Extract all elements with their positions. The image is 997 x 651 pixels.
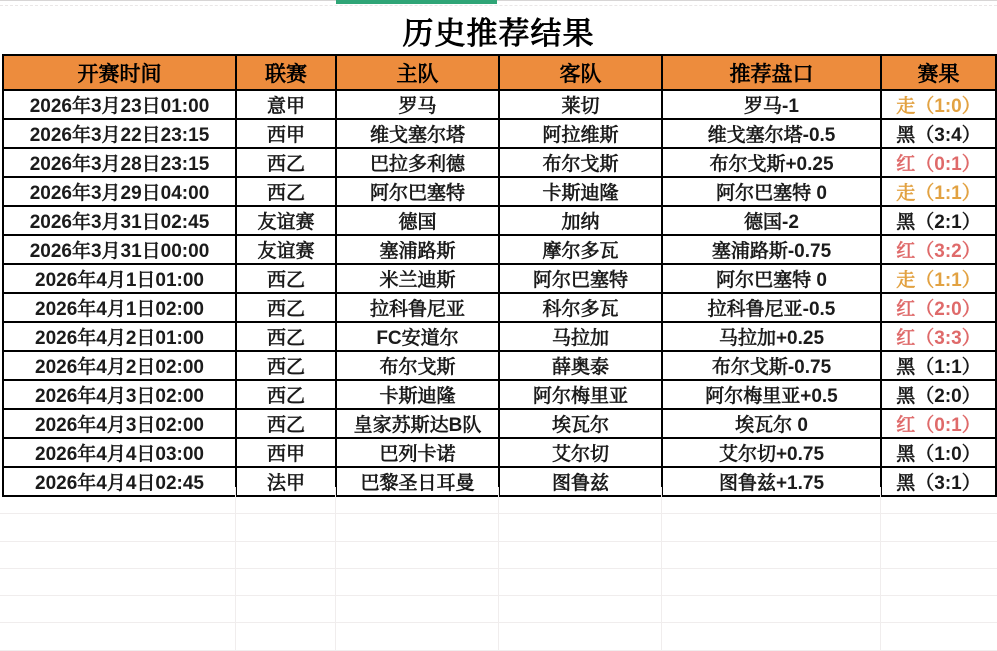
cell-home-team[interactable]: 皇家苏斯达B队 [336, 409, 499, 438]
empty-cell[interactable] [235, 541, 335, 568]
cell-result[interactable]: 红（0:1） [881, 148, 996, 177]
selected-column-indicator [336, 0, 497, 4]
cell-home-team[interactable]: 维戈塞尔塔 [336, 119, 499, 148]
cell-result[interactable]: 黑（2:1） [881, 206, 996, 235]
cell-league[interactable]: 西乙 [236, 177, 336, 206]
empty-cell[interactable] [661, 568, 880, 595]
cell-home-team[interactable]: 拉科鲁尼亚 [336, 293, 499, 322]
cell-away-team[interactable]: 埃瓦尔 [499, 409, 662, 438]
cell-time[interactable]: 2026年4月4日02:45 [3, 467, 236, 496]
cell-result[interactable]: 黑（2:0） [881, 380, 996, 409]
empty-cell[interactable] [880, 541, 997, 568]
cell-league[interactable]: 西乙 [236, 351, 336, 380]
empty-grid-row [0, 514, 997, 541]
cell-home-team[interactable]: 布尔戈斯 [336, 351, 499, 380]
empty-cell[interactable] [235, 514, 335, 541]
cell-home-team[interactable]: 卡斯迪隆 [336, 380, 499, 409]
cell-handicap[interactable]: 罗马-1 [662, 90, 881, 119]
cell-result[interactable]: 黑（1:0） [881, 438, 996, 467]
cell-time[interactable]: 2026年4月3日02:00 [3, 409, 236, 438]
empty-grid-row [0, 541, 997, 568]
cell-handicap[interactable]: 布尔戈斯+0.25 [662, 148, 881, 177]
cell-handicap[interactable]: 阿尔巴塞特 0 [662, 264, 881, 293]
cell-time[interactable]: 2026年3月31日02:45 [3, 206, 236, 235]
empty-cell[interactable] [335, 568, 498, 595]
header-row [3, 55, 996, 90]
cell-result[interactable]: 红（0:1） [881, 409, 996, 438]
results-table [2, 54, 997, 497]
cell-home-team[interactable]: FC安道尔 [336, 322, 499, 351]
empty-cell[interactable] [498, 596, 661, 623]
empty-cell[interactable] [880, 487, 997, 514]
table-row [3, 177, 996, 206]
cell-league[interactable]: 西乙 [236, 380, 336, 409]
empty-cell[interactable] [335, 623, 498, 650]
cell-home-team[interactable]: 米兰迪斯 [336, 264, 499, 293]
cell-away-team[interactable]: 薛奥泰 [499, 351, 662, 380]
empty-cell[interactable] [880, 596, 997, 623]
cell-league[interactable]: 西乙 [236, 293, 336, 322]
header-time[interactable]: 开赛时间 [3, 55, 236, 90]
cell-away-team[interactable]: 艾尔切 [499, 438, 662, 467]
cell-home-team[interactable]: 阿尔巴塞特 [336, 177, 499, 206]
header-home[interactable]: 主队 [336, 55, 499, 90]
table-row [3, 409, 996, 438]
empty-cell[interactable] [880, 568, 997, 595]
cell-away-team[interactable]: 马拉加 [499, 322, 662, 351]
page-title: 历史推荐结果 [402, 16, 595, 51]
window-top-border [0, 0, 997, 1]
table-row [3, 322, 996, 351]
header-handicap[interactable]: 推荐盘口 [662, 55, 881, 90]
cell-time[interactable]: 2026年4月2日02:00 [3, 351, 236, 380]
cell-handicap[interactable]: 马拉加+0.25 [662, 322, 881, 351]
cell-league[interactable]: 友谊赛 [236, 235, 336, 264]
empty-grid-row [0, 568, 997, 595]
cell-time[interactable]: 2026年3月31日00:00 [3, 235, 236, 264]
empty-grid-row [0, 623, 997, 650]
cell-time[interactable]: 2026年4月2日01:00 [3, 322, 236, 351]
empty-cell[interactable] [335, 514, 498, 541]
table-row [3, 148, 996, 177]
cell-time[interactable]: 2026年4月3日02:00 [3, 380, 236, 409]
cell-time[interactable]: 2026年4月4日03:00 [3, 438, 236, 467]
cell-time[interactable]: 2026年3月28日23:15 [3, 148, 236, 177]
cell-league[interactable]: 西甲 [236, 438, 336, 467]
empty-cell[interactable] [661, 541, 880, 568]
cell-league[interactable]: 友谊赛 [236, 206, 336, 235]
page-break-dashed-line [0, 5, 997, 6]
cell-result[interactable]: 走（1:0） [881, 90, 996, 119]
cell-away-team[interactable]: 图鲁兹 [499, 467, 662, 496]
table-row [3, 119, 996, 148]
cell-handicap[interactable]: 图鲁兹+1.75 [662, 467, 881, 496]
empty-cell[interactable] [498, 514, 661, 541]
empty-grid-body [0, 487, 997, 650]
cell-result[interactable]: 走（1:1） [881, 264, 996, 293]
cell-league[interactable]: 西乙 [236, 264, 336, 293]
cell-time[interactable]: 2026年4月1日02:00 [3, 293, 236, 322]
empty-cell[interactable] [335, 541, 498, 568]
empty-cell[interactable] [0, 514, 235, 541]
empty-spreadsheet-grid [0, 487, 997, 651]
cell-away-team[interactable]: 卡斯迪隆 [499, 177, 662, 206]
cell-league[interactable]: 西乙 [236, 322, 336, 351]
cell-away-team[interactable]: 阿尔梅里亚 [499, 380, 662, 409]
cell-league[interactable]: 法甲 [236, 467, 336, 496]
cell-time[interactable]: 2026年3月22日23:15 [3, 119, 236, 148]
empty-cell[interactable] [498, 541, 661, 568]
empty-cell[interactable] [0, 596, 235, 623]
cell-home-team[interactable]: 塞浦路斯 [336, 235, 499, 264]
empty-cell[interactable] [498, 487, 661, 514]
cell-handicap[interactable]: 埃瓦尔 0 [662, 409, 881, 438]
empty-cell[interactable] [661, 596, 880, 623]
cell-handicap[interactable]: 拉科鲁尼亚-0.5 [662, 293, 881, 322]
header-away[interactable]: 客队 [499, 55, 662, 90]
table-row [3, 90, 996, 119]
cell-handicap[interactable]: 艾尔切+0.75 [662, 438, 881, 467]
empty-cell[interactable] [0, 623, 235, 650]
table-row [3, 235, 996, 264]
empty-grid-row [0, 487, 997, 514]
cell-time[interactable]: 2026年4月1日01:00 [3, 264, 236, 293]
cell-home-team[interactable]: 罗马 [336, 90, 499, 119]
cell-handicap[interactable]: 布尔戈斯-0.75 [662, 351, 881, 380]
empty-cell[interactable] [235, 487, 335, 514]
cell-away-team[interactable]: 布尔戈斯 [499, 148, 662, 177]
cell-result[interactable]: 黑（3:1） [881, 467, 996, 496]
empty-cell[interactable] [661, 514, 880, 541]
cell-home-team[interactable]: 巴列卡诺 [336, 438, 499, 467]
empty-cell[interactable] [498, 623, 661, 650]
cell-away-team[interactable]: 莱切 [499, 90, 662, 119]
cell-handicap[interactable]: 塞浦路斯-0.75 [662, 235, 881, 264]
header-league[interactable]: 联赛 [236, 55, 336, 90]
cell-result[interactable]: 黑（1:1） [881, 351, 996, 380]
empty-cell[interactable] [880, 623, 997, 650]
empty-cell[interactable] [661, 487, 880, 514]
cell-result[interactable]: 黑（3:4） [881, 119, 996, 148]
empty-cell[interactable] [235, 568, 335, 595]
cell-home-team[interactable]: 德国 [336, 206, 499, 235]
cell-league[interactable]: 西乙 [236, 148, 336, 177]
cell-away-team[interactable]: 摩尔多瓦 [499, 235, 662, 264]
cell-result[interactable]: 红（3:3） [881, 322, 996, 351]
cell-league[interactable]: 意甲 [236, 90, 336, 119]
cell-time[interactable]: 2026年3月23日01:00 [3, 90, 236, 119]
table-row [3, 438, 996, 467]
cell-league[interactable]: 西乙 [236, 409, 336, 438]
empty-cell[interactable] [235, 596, 335, 623]
table-row [3, 293, 996, 322]
cell-handicap[interactable]: 阿尔梅里亚+0.5 [662, 380, 881, 409]
empty-cell[interactable] [0, 568, 235, 595]
cell-handicap[interactable]: 维戈塞尔塔-0.5 [662, 119, 881, 148]
cell-time[interactable]: 2026年3月29日04:00 [3, 177, 236, 206]
cell-away-team[interactable]: 阿拉维斯 [499, 119, 662, 148]
cell-handicap[interactable]: 阿尔巴塞特 0 [662, 177, 881, 206]
results-tbody [3, 90, 996, 496]
table-row [3, 380, 996, 409]
cell-result[interactable]: 红（2:0） [881, 293, 996, 322]
empty-cell[interactable] [335, 596, 498, 623]
cell-home-team[interactable]: 巴黎圣日耳曼 [336, 467, 499, 496]
empty-cell[interactable] [661, 623, 880, 650]
empty-grid-row [0, 596, 997, 623]
table-row [3, 264, 996, 293]
cell-away-team[interactable]: 科尔多瓦 [499, 293, 662, 322]
empty-cell[interactable] [0, 541, 235, 568]
empty-cell[interactable] [498, 568, 661, 595]
cell-handicap[interactable]: 德国-2 [662, 206, 881, 235]
header-result[interactable]: 赛果 [881, 55, 996, 90]
empty-cell[interactable] [0, 487, 235, 514]
empty-cell[interactable] [880, 514, 997, 541]
table-row [3, 206, 996, 235]
cell-result[interactable]: 走（1:1） [881, 177, 996, 206]
cell-league[interactable]: 西甲 [236, 119, 336, 148]
cell-away-team[interactable]: 阿尔巴塞特 [499, 264, 662, 293]
empty-cell[interactable] [335, 487, 498, 514]
table-row [3, 351, 996, 380]
cell-home-team[interactable]: 巴拉多利德 [336, 148, 499, 177]
cell-away-team[interactable]: 加纳 [499, 206, 662, 235]
cell-result[interactable]: 红（3:2） [881, 235, 996, 264]
empty-cell[interactable] [235, 623, 335, 650]
